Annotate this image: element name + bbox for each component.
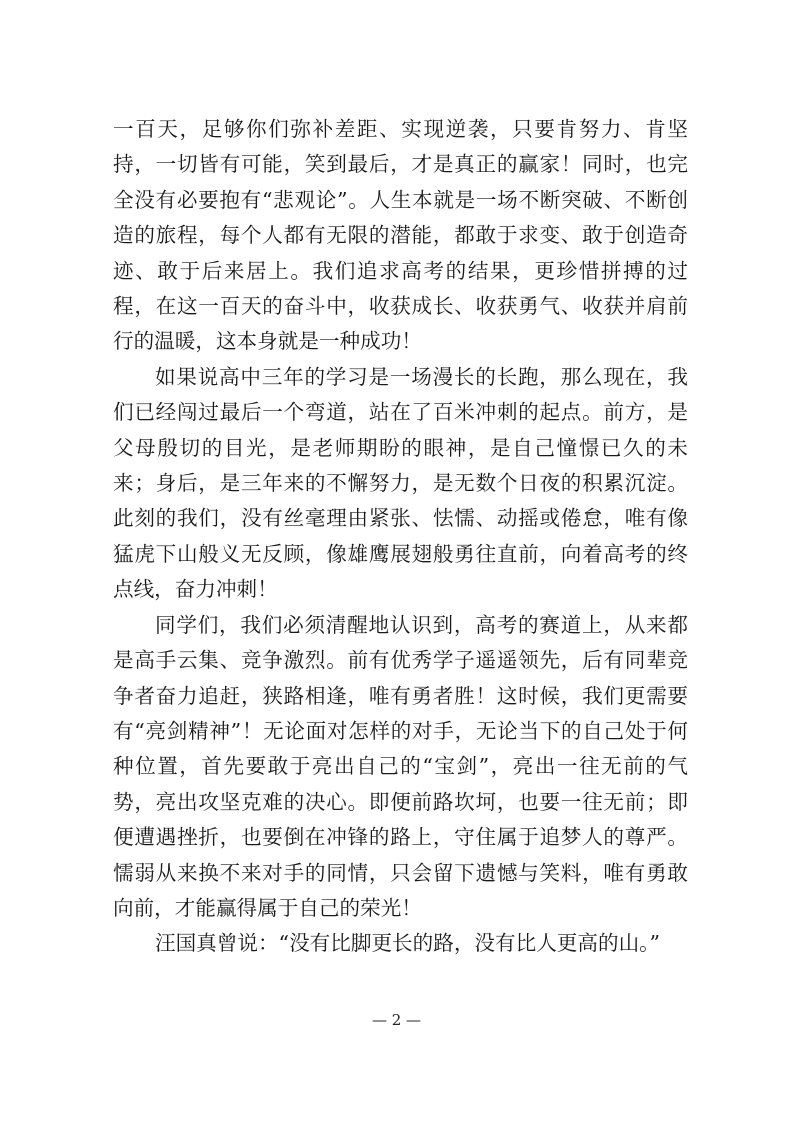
- paragraph-2: 如果说高中三年的学习是一场漫长的长跑，那么现在，我们已经闯过最后一个弯道，站在了百米冲刺的起点。前方，是父母殷切的目光，是老师期盼的眼神，是自己憧憬已久的未来；身后，是三年来的不懈努力，是无数个日夜的积累沉淀。此刻的我们，没有丝毫理由紧张、怯懦、动摇或倦怠，唯有像猛虎下山般义无反顾，像雄鹰展翅般勇往直前，向着高考的终点线，奋力冲刺！: [113, 364, 688, 602]
- paragraph-1: 一百天，足够你们弥补差距、实现逆袭，只要肯努力、肯坚持，一切皆有可能，笑到最后，才是真正的赢家！同时，也完全没有必要抱有“悲观论”。人生本就是一场不断突破、不断创造的旅程，每个人都有无限的潜能，都敢于求变、敢于创造奇迹、敢于后来居上。我们追求高考的结果，更珍惜拼搏的过程，在这一百天的奋斗中，收获成长、收获勇气、收获并肩前行的温暖，这本身就是一种成功！: [113, 117, 688, 354]
- paragraph-3: 同学们，我们必须清醒地认识到，高考的赛道上，从来都是高手云集、竞争激烈。前有优秀学子遥遥领先，后有同辈竞争者奋力追赶，狭路相逢，唯有勇者胜！这时候，我们更需要有“亮剑精神”！无论面对怎样的对手，无论当下的自己处于何种位置，首先要敢于亮出自己的“宝剑”，亮出一往无前的气势，亮出攻坚克难的决心。即便前路坎坷，也要一往无前；即便遭遇挫折，也要倒在冲锋的路上，守住属于追梦人的尊严。懦弱从来换不来对手的同情，只会留下遗憾与笑料，唯有勇敢向前，才能赢得属于自己的荣光！: [113, 612, 688, 920]
- page-number: — 2 —: [371, 1011, 422, 1029]
- paragraph-4: 汪国真曾说：“没有比脚更长的路，没有比人更高的山。”: [155, 931, 661, 956]
- body-text: [113, 112, 688, 962]
